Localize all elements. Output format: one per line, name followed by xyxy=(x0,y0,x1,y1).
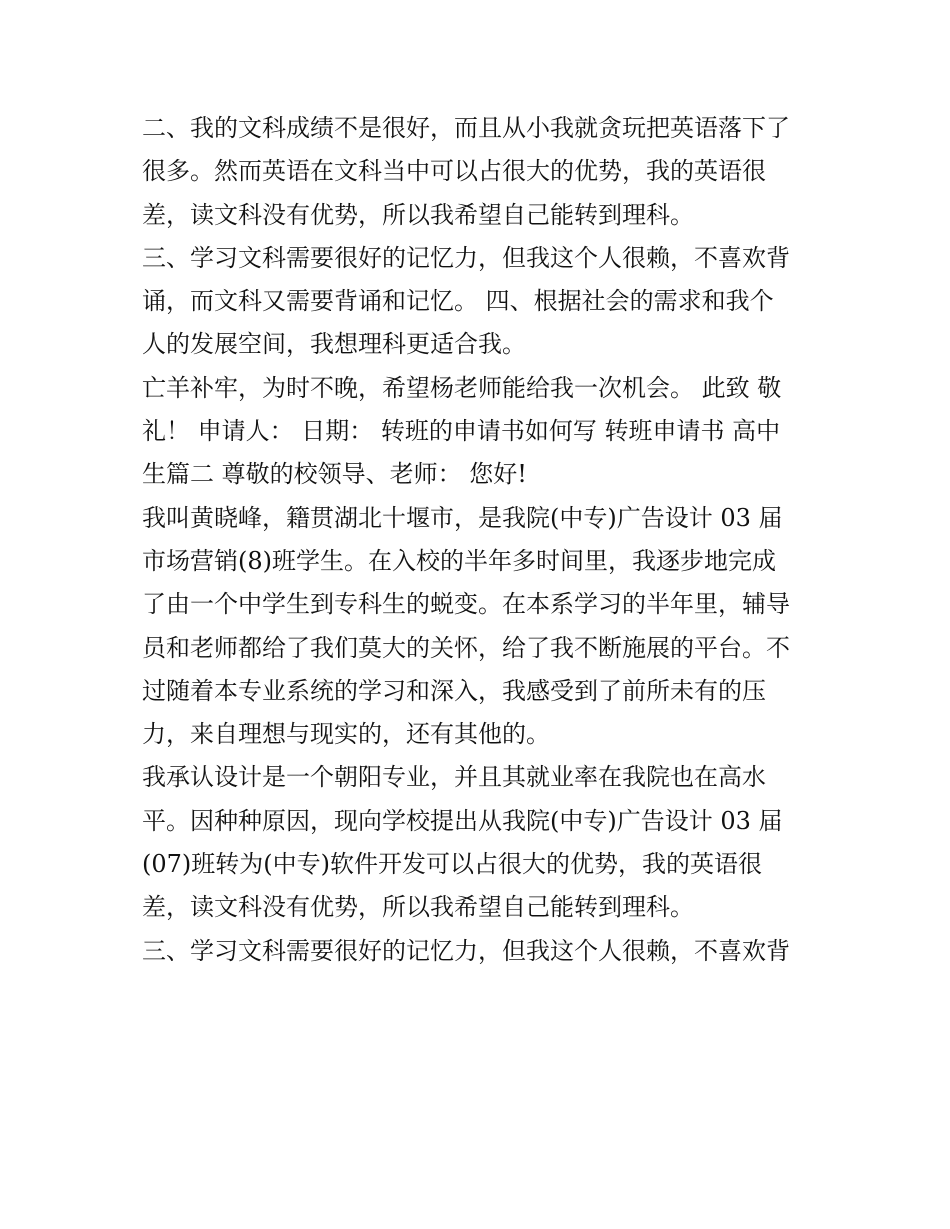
text-line: (07)班转为(中专)软件开发可以占很大的优势，我的英语很 xyxy=(142,850,762,879)
text-line: 差，读文科没有优势，所以我希望自己能转到理科。 xyxy=(142,893,694,922)
text-line: 诵，而文科又需要背诵和记忆。 四、根据社会的需求和我个 xyxy=(142,287,774,316)
text-line: 礼！ 申请人： 日期： 转班的申请书如何写 转班申请书 高中 xyxy=(142,417,781,446)
text-line: 三、学习文科需要很好的记忆力，但我这个人很赖，不喜欢背 xyxy=(142,936,790,965)
text-line: 二、我的文科成绩不是很好，而且从小我就贪玩把英语落下了 xyxy=(142,114,790,142)
text-line: 力，来自理想与现实的，还有其他的。 xyxy=(142,720,550,749)
text-line: 差，读文科没有优势，所以我希望自己能转到理科。 xyxy=(142,200,694,229)
text-line: 我承认设计是一个朝阳专业，并且其就业率在我院也在高水 xyxy=(142,763,766,792)
text-line: 过随着本专业系统的学习和深入，我感受到了前所未有的压 xyxy=(142,676,766,705)
text-line: 市场营销(8)班学生。在入校的半年多时间里，我逐步地完成 xyxy=(142,546,776,575)
text-line: 三、学习文科需要很好的记忆力，但我这个人很赖，不喜欢背 xyxy=(142,243,790,272)
text-line: 员和老师都给了我们莫大的关怀，给了我不断施展的平台。不 xyxy=(142,633,790,662)
text-line: 人的发展空间，我想理科更适合我。 xyxy=(142,330,526,359)
document-body xyxy=(142,107,822,973)
text-line: 我叫黄晓峰，籍贯湖北十堰市，是我院(中专)广告设计 03 届 xyxy=(142,503,783,532)
text-line: 亡羊补牢，为时不晚，希望杨老师能给我一次机会。 此致 敬 xyxy=(142,373,782,402)
text-line: 了由一个中学生到专科生的蜕变。在本系学习的半年里，辅导 xyxy=(142,590,790,619)
text-line: 平。因种种原因，现向学校提出从我院(中专)广告设计 03 届 xyxy=(142,806,783,835)
text-line: 生篇二 尊敬的校领导、老师： 您好! xyxy=(142,460,527,489)
text-line: 很多。然而英语在文科当中可以占很大的优势，我的英语很 xyxy=(142,157,766,186)
